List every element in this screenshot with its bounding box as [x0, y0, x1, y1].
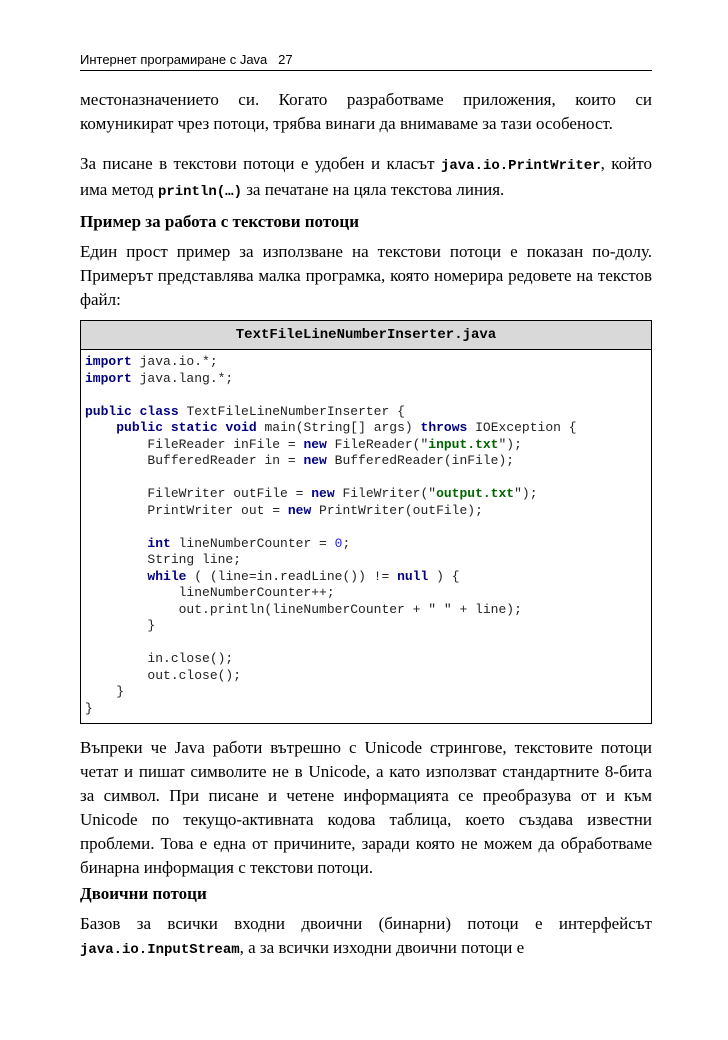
code-line: out.close(); [85, 667, 242, 683]
code-line: public static void main(String[] args) throws IOException { [116, 420, 577, 435]
section-heading-binary-streams: Двоични потоци [80, 884, 207, 903]
paragraph-2-text-end: за печатане на цяла текстова линия. [241, 180, 505, 199]
code-line: int lineNumberCounter = 0; [147, 535, 351, 551]
code-line: import java.io.*; [85, 354, 218, 369]
running-header [80, 52, 652, 71]
paragraph-5-text-end: , а за всички изходни двоични потоци е [239, 938, 525, 957]
println-method-name: println(…) [157, 184, 242, 200]
paragraph-2 [80, 152, 652, 204]
code-line: while ( (line=in.readLine()) != null ) { [147, 568, 460, 584]
paragraph-4: Въпреки че Java работи вътрешно с Unicode стрингове, текстовите потоци четат и пишат символите не в Unicode, а като използват стандартните 8-бита за символ. При писане и четене информацията се преобразува от и към Unicode по текущо-активната кодова таблица, което създава известни проблеми. Това е една от причините, заради която не можем да обработваме бинарна информация с текстови потоци. [80, 738, 652, 877]
paragraph-5 [80, 912, 652, 962]
code-line: } [85, 618, 156, 633]
inputstream-class-name: java.io.InputStream [80, 942, 240, 958]
page-number: 27 [278, 52, 293, 67]
code-line: } [85, 700, 93, 716]
paragraph-2-text-middle: , който има метод [80, 154, 652, 199]
code-line: lineNumberCounter++; [85, 585, 335, 600]
code-listing [80, 320, 652, 724]
code-line: in.close(); [85, 651, 234, 666]
code-line: FileWriter outFile = new FileWriter("output.txt"); [85, 486, 538, 501]
code-listing-filename: TextFileLineNumberInserter.java [81, 321, 651, 350]
code-line: import java.lang.*; [85, 370, 234, 386]
code-line: BufferedReader in = new BufferedReader(inFile); [85, 453, 515, 468]
printwriter-class-name: java.io.PrintWriter [440, 158, 601, 174]
paragraph-5-text: Базов за всички входни двоични (бинарни) потоци е интерфейсът [80, 914, 652, 933]
code-line: PrintWriter out = new PrintWriter(outFile); [85, 502, 483, 518]
code-line: } [85, 684, 125, 699]
header-title: Интернет програмиране с Java [80, 52, 268, 67]
code-line: String line; [85, 552, 242, 567]
code-line: out.println(lineNumberCounter + " " + line); [85, 601, 522, 617]
code-listing-body [81, 350, 651, 721]
paragraph-2-text: За писане в текстови потоци е удобен и класът [80, 154, 441, 173]
code-line: public class TextFileLineNumberInserter { [85, 403, 405, 419]
paragraph-3: Един прост пример за използване на текстови потоци е показан по-долу. Примерът представлява малка програмка, която номерира редовете на текстов файл: [80, 242, 652, 309]
section-heading-text-streams: Пример за работа с текстови потоци [80, 212, 360, 231]
code-line: FileReader inFile = new FileReader("input.txt"); [85, 436, 522, 452]
paragraph-1: местоназначението си. Когато разработваме приложения, които си комуникират чрез потоци, трябва винаги да внимаваме за тази особеност. [80, 90, 652, 133]
